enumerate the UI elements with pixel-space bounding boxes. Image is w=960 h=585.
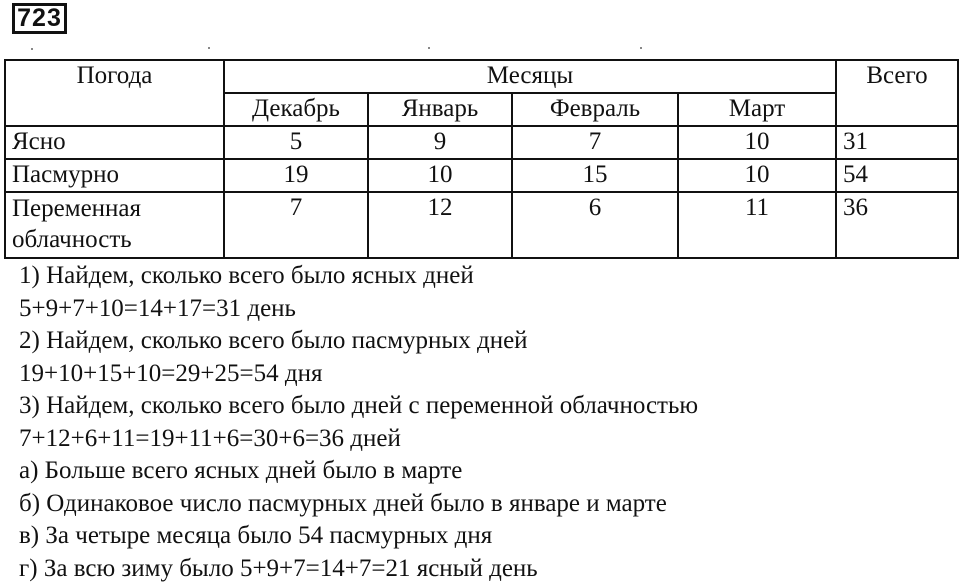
table-row [5,159,958,192]
month-february: Февраль [512,93,678,126]
solution-line: 7+12+6+11=19+11+6=30+6=36 дней [19,423,698,456]
row-label-line2: облачность [12,224,223,255]
problem-number: 723 [12,3,67,34]
row-total: 31 [836,126,958,159]
header-months: Месяцы [224,60,836,93]
solution-line: 3) Найдем, сколько всего было дней с переменной облачностью [19,390,698,423]
table-cell: 19 [224,159,368,192]
table-cell: 7 [224,192,368,258]
table-cell: 9 [368,126,512,159]
scan-speck [208,47,210,49]
header-weather: Погода [5,60,224,126]
table-cell: 15 [512,159,678,192]
table-cell: 10 [678,159,836,192]
solution-text [19,260,698,585]
table-cell: 6 [512,192,678,258]
solution-line: в) За четыре месяца было 54 пасмурных дня [19,520,698,553]
table-cell: 5 [224,126,368,159]
scan-speck [640,47,642,49]
table-cell: 11 [678,192,836,258]
row-label-line1: Переменная [12,193,223,224]
table-header-row [5,60,958,93]
table-cell: 12 [368,192,512,258]
solution-line: а) Больше всего ясных дней было в марте [19,455,698,488]
row-label: Ясно [5,126,224,159]
table-row [5,192,958,258]
scan-speck [31,48,33,50]
row-total: 36 [836,192,958,258]
table-cell: 10 [368,159,512,192]
weather-table [4,59,959,259]
row-label [5,192,224,258]
table-cell: 10 [678,126,836,159]
month-january: Январь [368,93,512,126]
solution-line: 1) Найдем, сколько всего было ясных дней [19,260,698,293]
solution-line: 5+9+7+10=14+17=31 день [19,293,698,326]
solution-line: 2) Найдем, сколько всего было пасмурных дней [19,325,698,358]
solution-line: г) За всю зиму было 5+9+7=14+7=21 ясный день [19,553,698,585]
solution-line: б) Одинаковое число пасмурных дней было в январе и марте [19,488,698,521]
row-label: Пасмурно [5,159,224,192]
month-march: Март [678,93,836,126]
table-row [5,126,958,159]
table-cell: 7 [512,126,678,159]
scan-speck [428,47,430,49]
month-december: Декабрь [224,93,368,126]
header-total: Всего [836,60,958,126]
solution-line: 19+10+15+10=29+25=54 дня [19,358,698,391]
row-total: 54 [836,159,958,192]
